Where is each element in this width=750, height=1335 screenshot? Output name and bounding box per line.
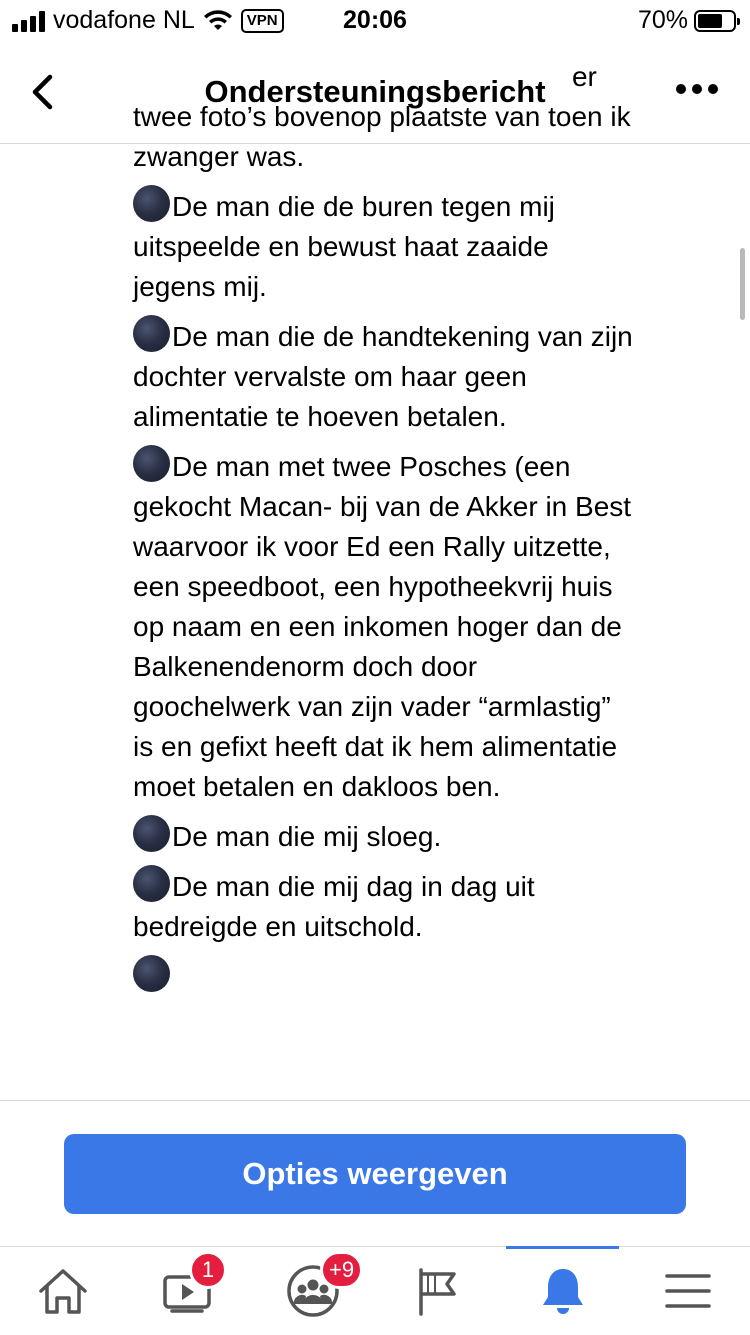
clock: 20:06 xyxy=(343,6,407,34)
page-title: Ondersteuningsbericht xyxy=(204,74,546,109)
new-moon-icon xyxy=(133,445,170,482)
list-item: De man met twee Posches (een gekocht Macan- bij van de Akker in Best waarvoor ik voor Ed een Rally uitzette, een speedboot, een hypotheekvrij huis op naam en een inkomen hoger dan de Balkenendenorm doch door goochelwerk van zijn vader “armlastig” is en gefixt heeft dat ik hem alimentatie moet betalen en dakloos ben. xyxy=(133,445,633,807)
tab-video[interactable] xyxy=(125,1247,250,1335)
more-dots-icon xyxy=(676,84,686,94)
divider xyxy=(0,1100,750,1101)
scrollbar[interactable] xyxy=(740,248,745,320)
bottom-tab-bar xyxy=(0,1246,750,1334)
new-moon-icon xyxy=(133,815,170,852)
post-text xyxy=(133,57,633,1005)
tab-groups[interactable] xyxy=(250,1247,375,1335)
new-moon-icon xyxy=(133,185,170,222)
partial-paragraph: er twee foto’s bovenop plaatste van toen ik zwanger was. xyxy=(133,61,631,172)
hamburger-menu-icon xyxy=(665,1272,711,1310)
list-item: De man die mij sloeg. xyxy=(133,815,633,857)
status-bar xyxy=(0,0,750,40)
show-options-button[interactable]: Opties weergeven xyxy=(64,1134,686,1214)
battery-percent: 70% xyxy=(637,6,688,34)
home-icon xyxy=(37,1267,89,1315)
tab-notifications[interactable] xyxy=(500,1247,625,1335)
notification-badge: +9 xyxy=(320,1251,363,1289)
tab-pages[interactable] xyxy=(375,1247,500,1335)
list-item-partial xyxy=(133,955,633,997)
new-moon-icon xyxy=(133,955,170,992)
tab-home[interactable] xyxy=(0,1247,125,1335)
battery-icon xyxy=(694,10,736,32)
new-moon-icon xyxy=(133,315,170,352)
vpn-indicator: VPN xyxy=(241,9,284,33)
list-item: De man die de handtekening van zijn dochter vervalste om haar geen alimentatie te hoeven betalen. xyxy=(133,315,633,437)
notification-badge: 1 xyxy=(189,1251,227,1289)
bell-icon xyxy=(539,1265,587,1317)
list-item: De man die de buren tegen mij uitspeelde en bewust haat zaaide jegens mij. xyxy=(133,185,633,307)
flag-icon xyxy=(416,1266,460,1316)
carrier-label: vodafone NL xyxy=(53,6,195,34)
new-moon-icon xyxy=(133,865,170,902)
tab-menu[interactable] xyxy=(625,1247,750,1335)
more-options-button[interactable] xyxy=(676,84,718,94)
list-item: De man die mij dag in dag uit bedreigde en uitschold. xyxy=(133,865,633,947)
